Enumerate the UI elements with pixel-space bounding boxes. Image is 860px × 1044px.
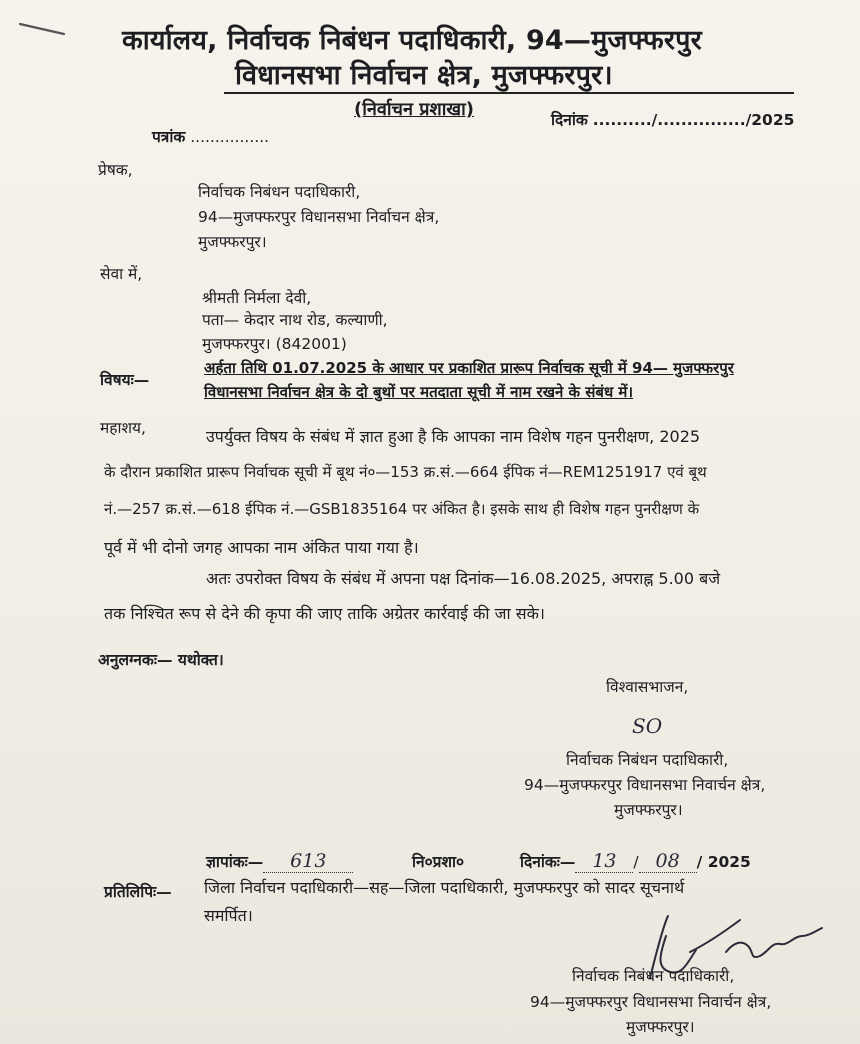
subject-line2: विधानसभा निर्वाचन क्षेत्र के दो बुथों पर मतदाता सूची में नाम रखने के संबंध में। (204, 383, 634, 401)
memo-date-label: दिनांकः— (520, 853, 576, 871)
enclosure: अनुलग्नकः— यथोक्त। (98, 651, 224, 669)
memo-month: 08 (639, 850, 697, 873)
recipient-line3: मुजफ्फरपुर। (842001) (202, 335, 347, 353)
patrank-label: पत्रांक (152, 128, 186, 146)
copy-line2: समर्पित। (204, 906, 253, 925)
salutation: महाशय, (100, 419, 146, 437)
sender-line2: 94—मुजफ्फरपुर विधानसभा निर्वाचन क्षेत्र, (198, 208, 440, 226)
reference-number (152, 125, 269, 147)
memo-date: दिनांकः— 13 / 08 / 2025 (520, 850, 751, 872)
sender-label: प्रेषक, (98, 161, 133, 179)
sign2-line2: 94—मुजफ्फरपुर विधानसभा निवार्चन क्षेत्र, (530, 993, 772, 1011)
date-value: ........../.............../2025 (592, 111, 795, 129)
para1-line4: पूर्व में भी दोनो जगह आपका नाम अंकित पाया गया है। (104, 538, 419, 557)
subject-line1: अर्हता तिथि 01.07.2025 के आधार पर प्रकाशित प्रारूप निर्वाचक सूची में 94— मुजफ्फरपुर (204, 359, 734, 377)
para1-line2: के दौरान प्रकाशित प्रारूप निर्वाचक सूची में बूथ नं०—153 क्र.सं.—664 ईपिक नं—REM1251917 एवं बूथ (104, 463, 707, 481)
para1-line1: उपर्युक्त विषय के संबंध में ज्ञात हुआ है कि आपका नाम विशेष गहन पुनरीक्षण, 2025 (206, 427, 701, 446)
memo-label: ज्ञापांकः— (206, 853, 264, 871)
sign1-line2: 94—मुजफ्फरपुर विधानसभा निवार्चन क्षेत्र, (524, 776, 766, 794)
para2-line1: अतः उपरोक्त विषय के संबंध में अपना पक्ष दिनांक—16.08.2025, अपराह्न 5.00 बजे (206, 569, 721, 588)
sign2-line1: निर्वाचक निबंधन पदाधिकारी, (572, 967, 735, 985)
date-label: दिनांक (551, 111, 588, 129)
office-title-line1: कार्यालय, निर्वाचक निबंधन पदाधिकारी, 94—मुजफ्फरपुर (122, 25, 702, 56)
section-label: (निर्वाचन प्रशाखा) (354, 99, 474, 120)
sign1-line3: मुजफ्फरपुर। (614, 801, 683, 819)
reference-date (551, 108, 794, 130)
sender-line3: मुजफ्फरपुर। (198, 233, 267, 251)
recipient-line1: श्रीमती निर्मला देवी, (202, 289, 312, 307)
subject-label: विषयः— (100, 371, 150, 389)
sign2-line3: मुजफ्फरपुर। (626, 1018, 695, 1036)
closing: विश्वासभाजन, (606, 678, 689, 696)
sign1-line1: निर्वाचक निबंधन पदाधिकारी, (566, 751, 729, 769)
recipient-line2: पता— केदार नाथ रोड, कल्याणी, (202, 311, 388, 329)
para2-line2: तक निश्चित रूप से देने की कृपा की जाए ताकि अग्रेतर कार्रवाई की जा सके। (104, 604, 545, 623)
copy-line1: जिला निर्वाचन पदाधिकारी—सह—जिला पदाधिकारी, मुजफ्फरपुर को सादर सूचनार्थ (204, 878, 685, 897)
pen-mark-icon (18, 18, 68, 38)
recipient-label: सेवा में, (100, 265, 143, 283)
sender-line1: निर्वाचक निबंधन पदाधिकारी, (198, 183, 361, 201)
copy-label: प्रतिलिपिः— (104, 883, 172, 901)
memo-year: / 2025 (696, 853, 751, 871)
memo-number: 613 (263, 850, 353, 873)
memo-day: 13 (575, 850, 633, 873)
memo-line (206, 850, 353, 873)
initials-signature: SO (632, 714, 663, 738)
patrank-dots: ................ (190, 128, 270, 146)
header-rule (224, 92, 794, 94)
memo-dept: नि०प्रशा० (412, 853, 465, 871)
office-title-line2: विधानसभा निर्वाचन क्षेत्र, मुजफ्फरपुर। (235, 60, 613, 91)
para1-line3: नं.—257 क्र.सं.—618 ईपिक नं.—GSB1835164 पर अंकित है। इसके साथ ही विशेष गहन पुनरीक्षण के (104, 500, 700, 518)
